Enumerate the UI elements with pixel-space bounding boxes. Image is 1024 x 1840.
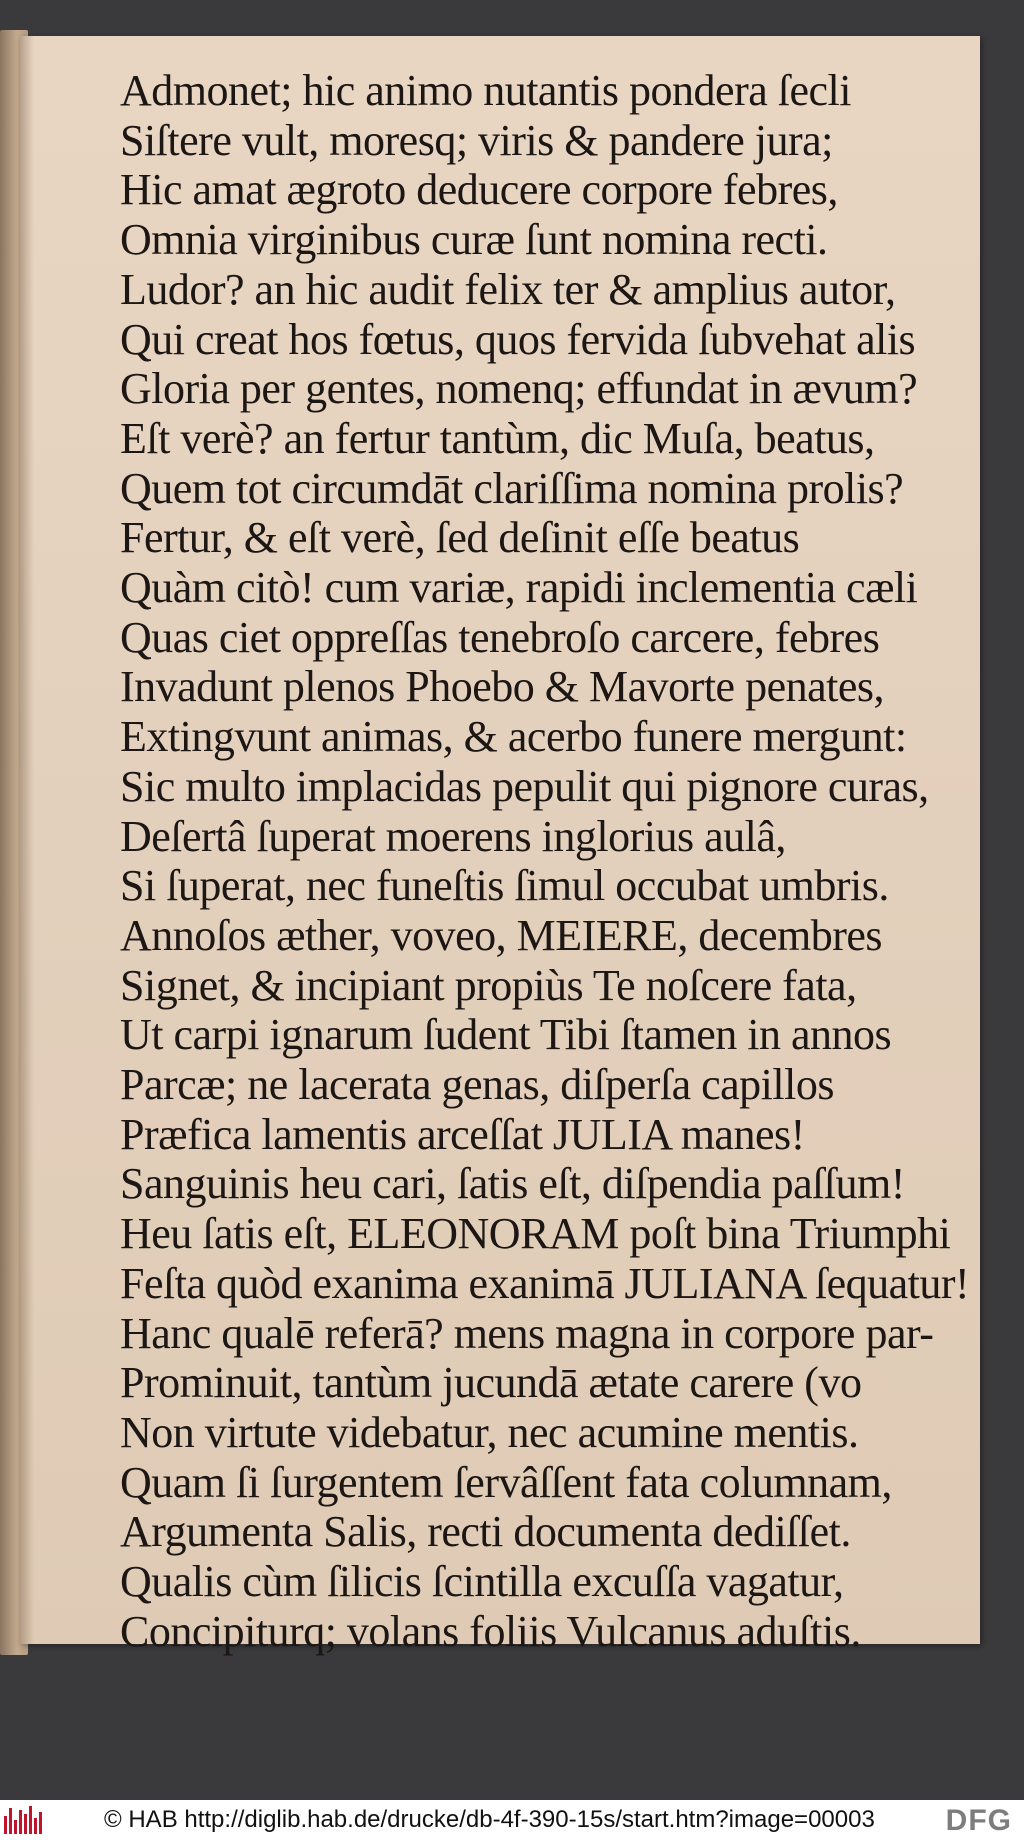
- poem-line: Gloria per gentes, nomenq; effundat in ævum?: [120, 364, 918, 414]
- poem-line: Annoſos æther, voveo, MEIERE, decembres: [120, 910, 883, 960]
- book-page: [20, 36, 980, 1656]
- poem-line: Ludor? an hic audit felix ter & amplius autor,: [120, 264, 896, 314]
- poem-line: Quam ſi ſurgentem ſervâſſent fata columnam,: [120, 1457, 892, 1507]
- poem-line: Heu ſatis eſt, ELEONORAM poſt bina Triumphi: [120, 1209, 951, 1259]
- poem-line: Præfica lamentis arceſſat JULIA manes!: [120, 1109, 805, 1159]
- poem-text: [120, 66, 970, 1657]
- copyright-url[interactable]: © HAB http://diglib.hab.de/drucke/db-4f-390-15s/start.htm?image=00003: [104, 1806, 875, 1833]
- poem-line: Argumenta Salis, recti documenta dediſſet.: [120, 1507, 851, 1557]
- poem-line: Quàm citò! cum variæ, rapidi inclementia cæli: [120, 563, 918, 613]
- poem-line: Siſtere vult, moresq; viris & pandere jura;: [120, 115, 833, 165]
- hab-barcode-icon: [4, 1806, 44, 1834]
- poem-line: Quem tot circumdāt clariſſima nomina prolis?: [120, 463, 904, 513]
- poem-line: Non virtute videbatur, nec acumine mentis.: [120, 1407, 859, 1457]
- poem-line: Qualis cùm ſilicis ſcintilla excuſſa vagatur,: [120, 1557, 844, 1607]
- poem-line: Admonet; hic animo nutantis pondera ſecli: [120, 66, 851, 115]
- dfg-logo: DFG: [945, 1804, 1012, 1837]
- poem-line: Sanguinis heu cari, ſatis eſt, diſpendia paſſum!: [120, 1159, 905, 1209]
- poem-line: Feſta quòd exanima exanimā JULIANA ſequatur!: [120, 1258, 970, 1308]
- poem-line: Fertur, & eſt verè, ſed deſinit eſſe beatus: [120, 513, 800, 563]
- poem-line: Invadunt plenos Phoebo & Mavorte penates,: [120, 662, 885, 712]
- poem-line: Sic multo implacidas pepulit qui pignore curas,: [120, 761, 929, 811]
- poem-line: Omnia virginibus curæ ſunt nomina recti.: [120, 215, 828, 265]
- poem-line: Hic amat ægroto deducere corpore febres,: [120, 165, 838, 215]
- poem-line: Signet, & incipiant propiùs Te noſcere fata,: [120, 960, 857, 1010]
- poem-line: Si ſuperat, nec funeſtis ſimul occubat umbris.: [120, 861, 889, 911]
- poem-line: Concipiturq; volans foliis Vulcanus aduſtis.: [120, 1606, 861, 1656]
- poem-line: Parcæ; ne lacerata genas, diſperſa capillos: [120, 1060, 834, 1110]
- poem-line: Quas ciet oppreſſas tenebroſo carcere, febres: [120, 612, 880, 662]
- poem-line: Eſt verè? an fertur tantùm, dic Muſa, beatus,: [120, 413, 875, 463]
- poem-line: Prominuit, tantùm jucundā ætate carere (vo: [120, 1358, 862, 1408]
- poem-line: Deſertâ ſuperat moerens inglorius aulâ,: [120, 811, 786, 861]
- poem-line: Hanc qualē referā? mens magna in corpore par-: [120, 1308, 934, 1358]
- poem-line: Qui creat hos fœtus, quos fervida ſubvehat alis: [120, 314, 916, 364]
- poem-line: Ut carpi ignarum ſudent Tibi ſtamen in annos: [120, 1010, 892, 1060]
- poem-line: Extingvunt animas, & acerbo funere mergunt:: [120, 712, 907, 762]
- footer-bar: [0, 1800, 1024, 1840]
